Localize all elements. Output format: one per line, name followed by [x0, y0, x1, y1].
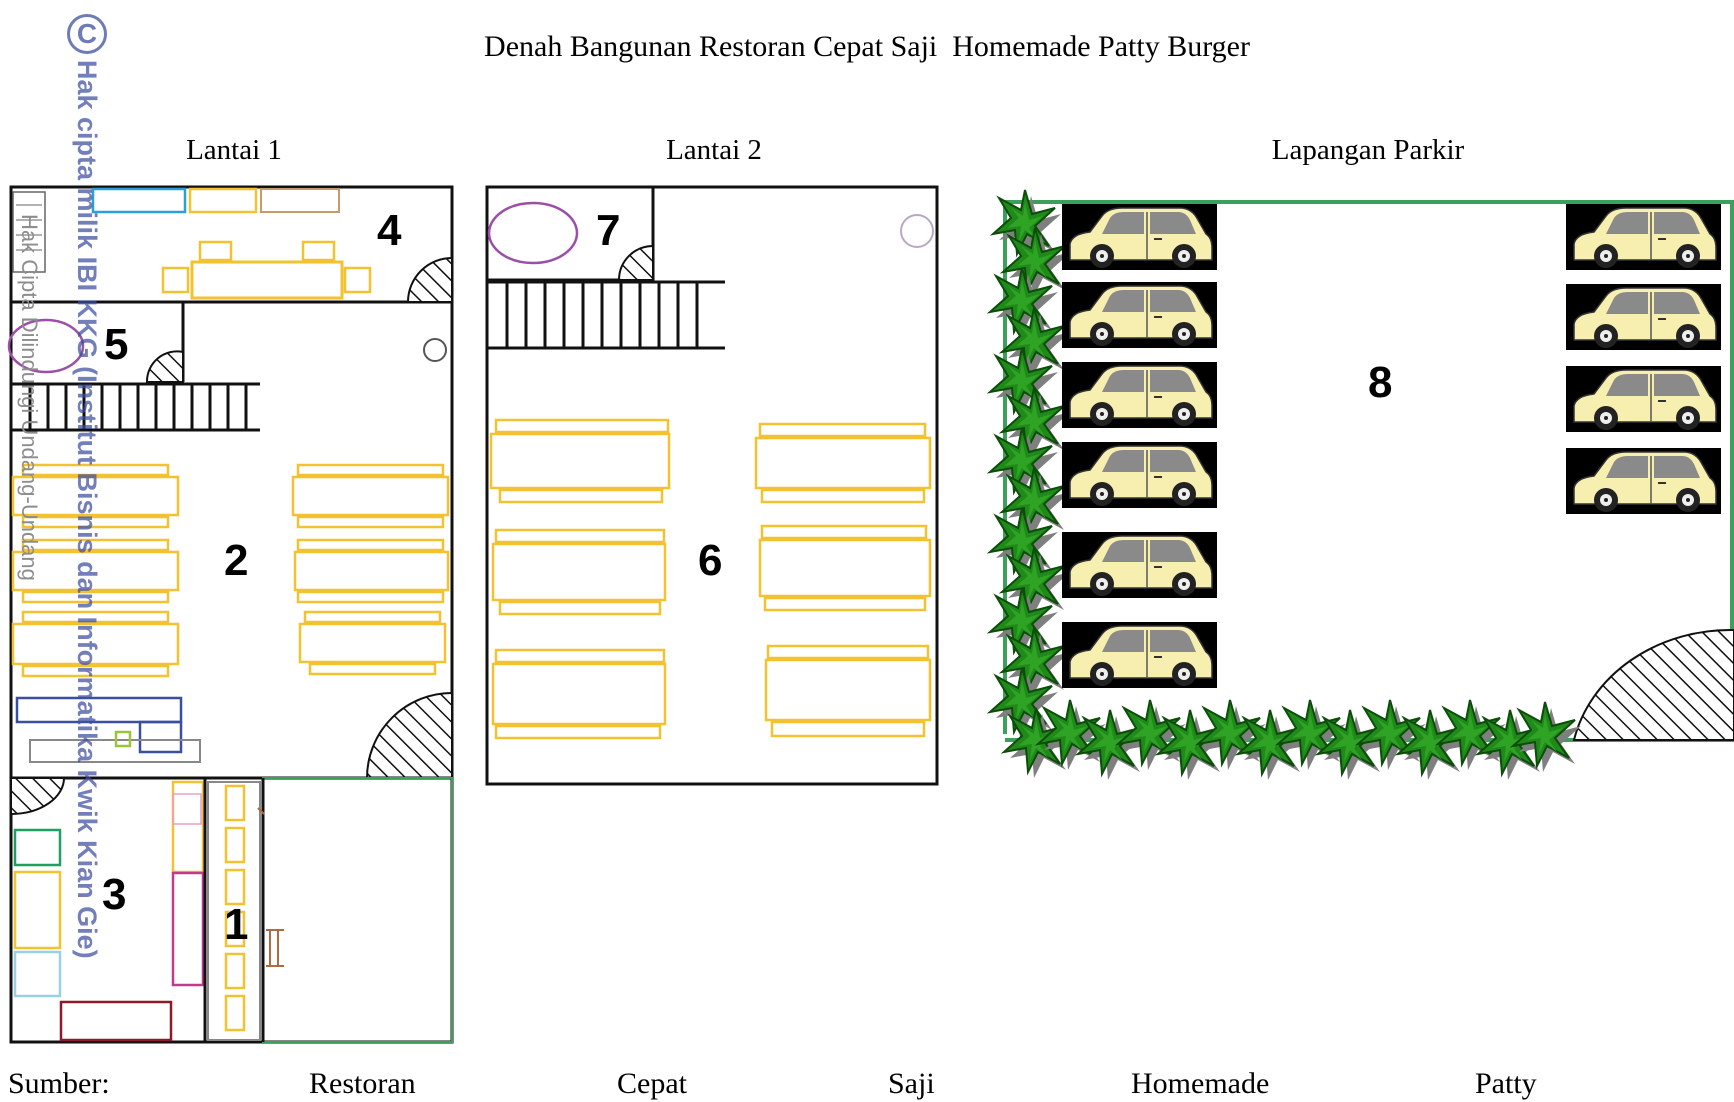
- copyright-icon: C: [67, 14, 107, 54]
- zone-number-8: 8: [1368, 358, 1393, 407]
- zone-number-1: 1: [224, 900, 249, 949]
- zone-number-6: 6: [698, 536, 723, 585]
- floor-1-label: Lantai 1: [186, 134, 282, 166]
- floor-2-label: Lantai 2: [666, 134, 762, 166]
- footer-word-homemade: Homemade: [1131, 1067, 1270, 1100]
- floor-2-plan: [487, 187, 937, 784]
- zone-number-5: 5: [104, 320, 129, 369]
- footer-word-saji: Saji: [888, 1067, 935, 1100]
- zone-number-3: 3: [102, 870, 127, 919]
- parking-plan: [990, 190, 1734, 780]
- zone-number-7: 7: [596, 206, 621, 255]
- zone-number-2: 2: [224, 536, 249, 585]
- zone-number-4: 4: [377, 206, 402, 255]
- footer-word-cepat: Cepat: [617, 1067, 687, 1100]
- footer-word-source: Sumber:: [8, 1067, 110, 1100]
- page-title: Denah Bangunan Restoran Cepat Saji Homemade Patty Burger: [484, 30, 1250, 63]
- footer-word-patty: Patty: [1475, 1067, 1537, 1100]
- watermark-copyright-text: Hak cipta milik IBI KKG (Institut Bisnis dan Informatika Kwik Kian Gie): [72, 60, 102, 959]
- watermark-protected-text: Hak Cipta Dilindungi Undang-Undang: [17, 214, 42, 581]
- footer-word-restoran: Restoran: [309, 1067, 416, 1100]
- parking-label: Lapangan Parkir: [1271, 134, 1465, 166]
